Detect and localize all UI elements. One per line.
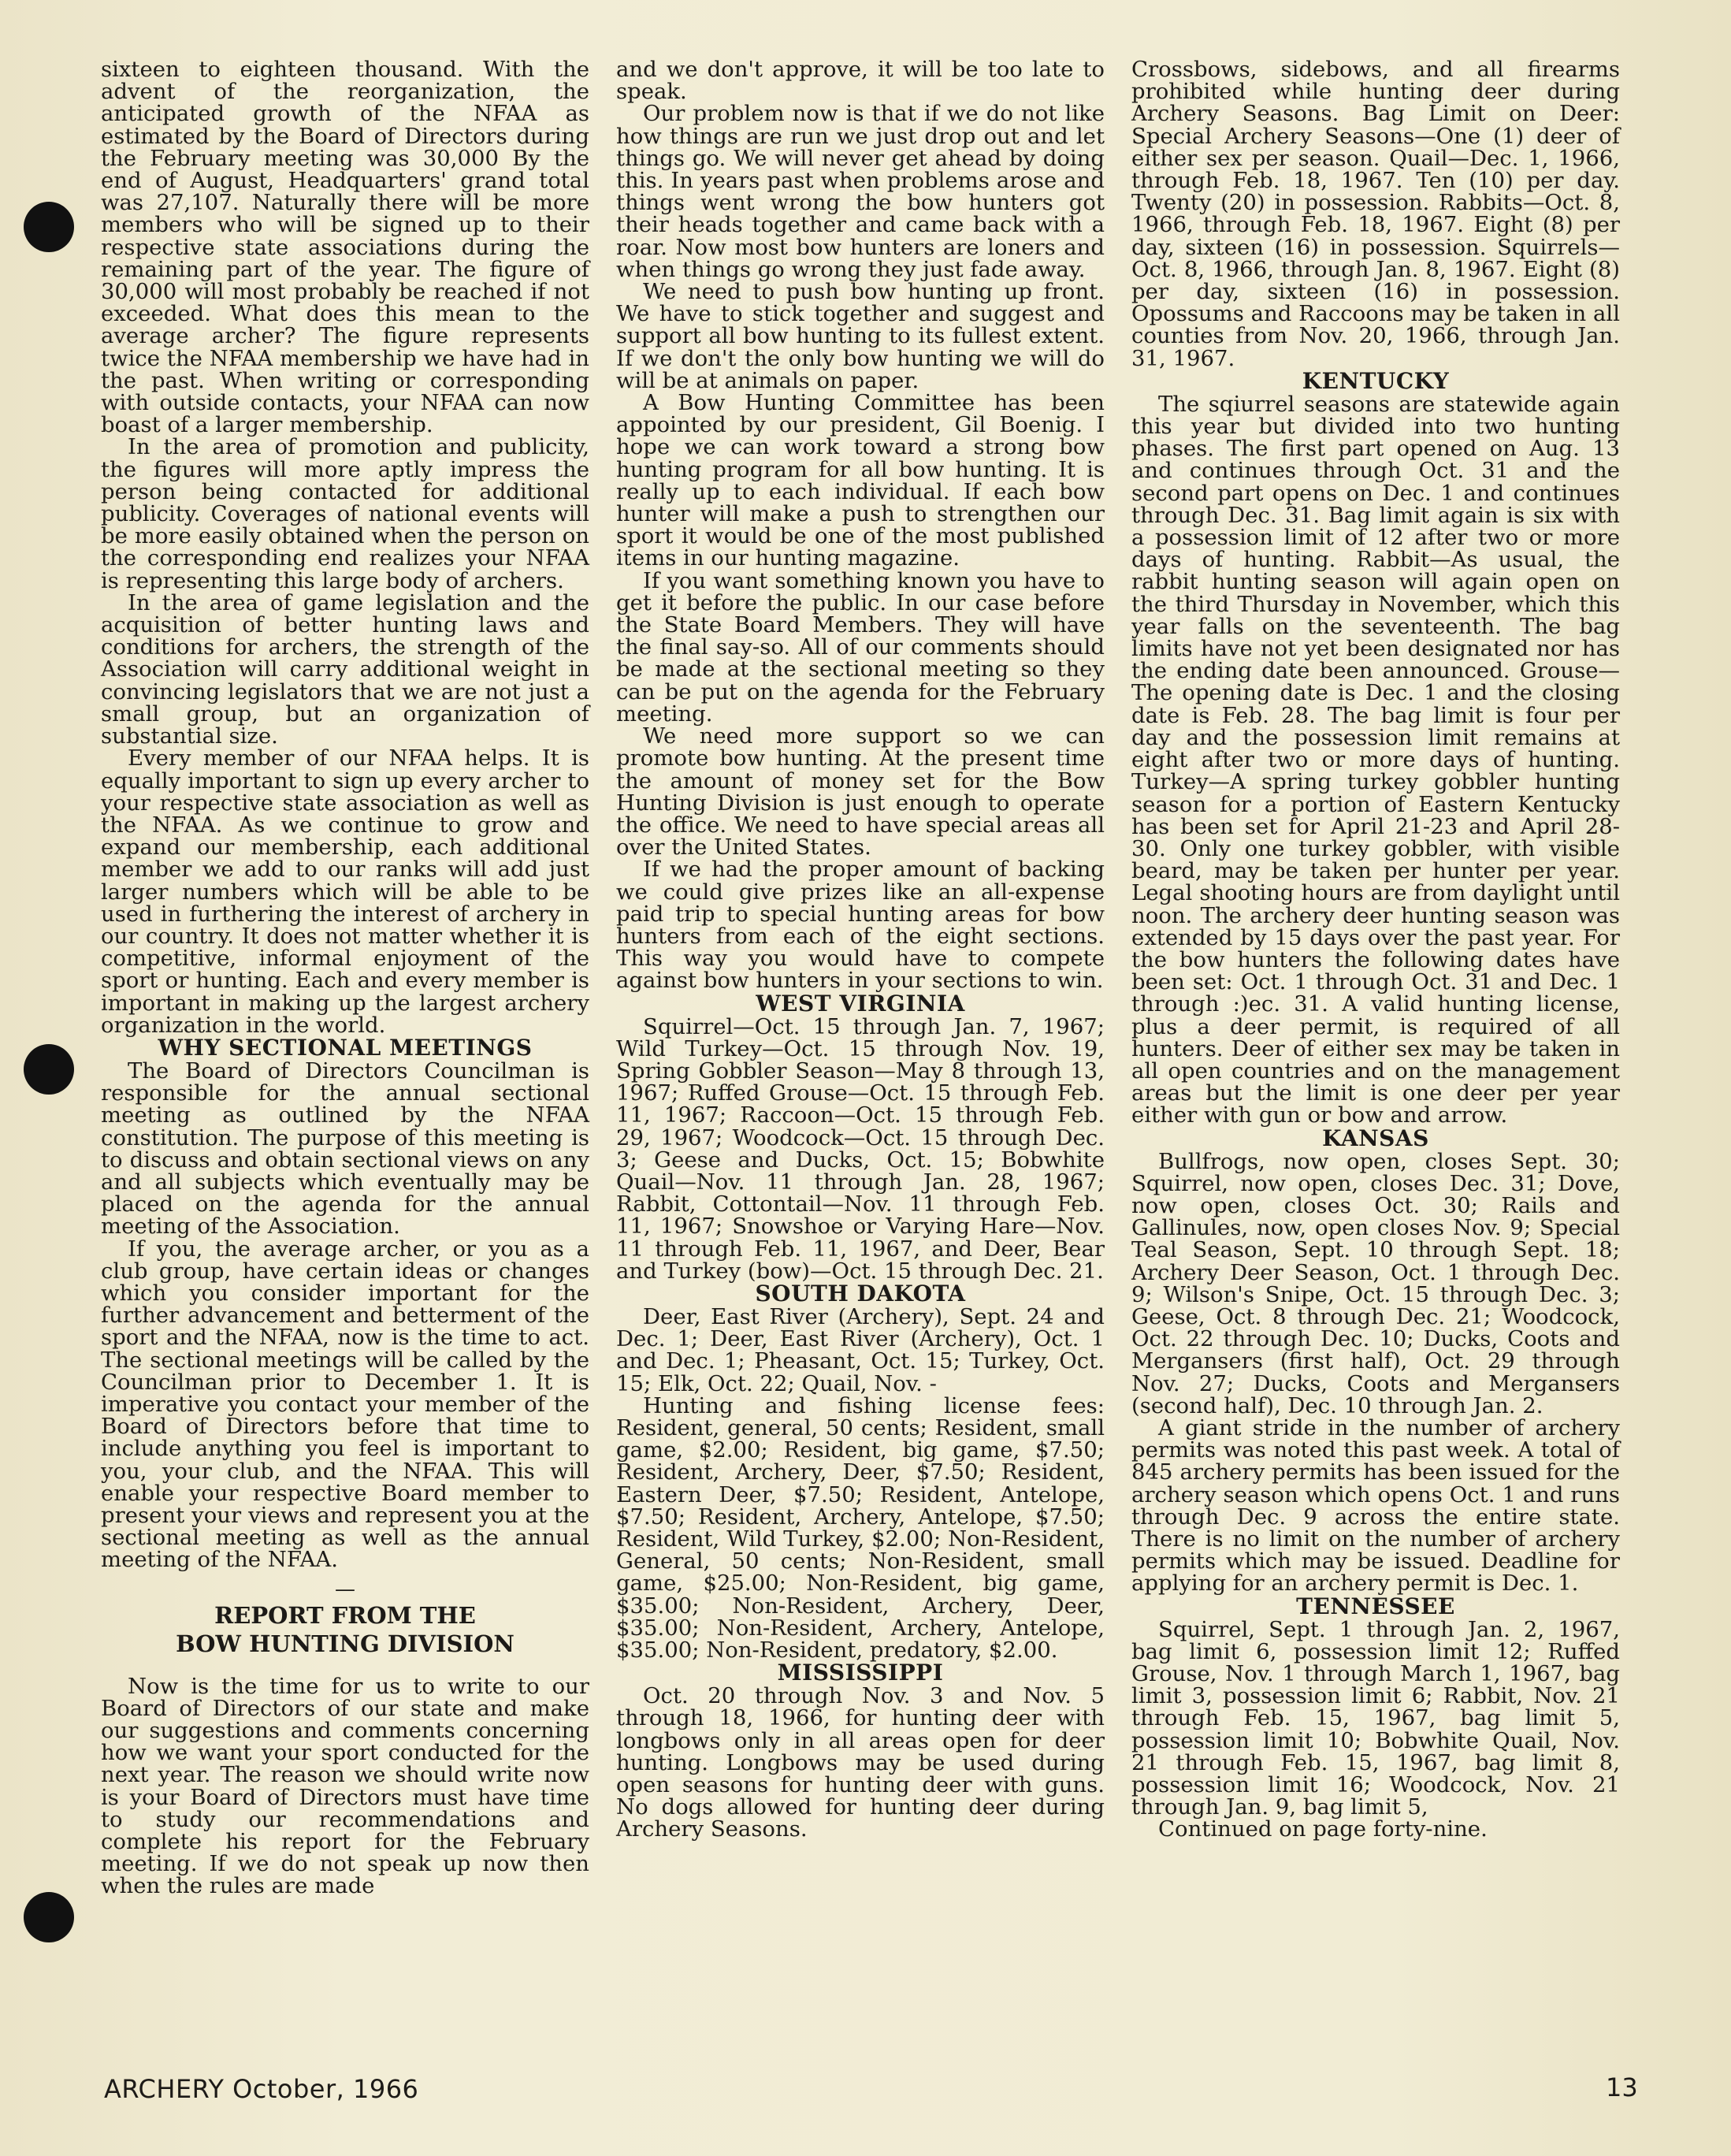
article-title-line-2: BOW HUNTING DIVISION — [176, 1630, 514, 1657]
paragraph: In the area of game legislation and the acquisition of better hunting laws and conditions for archers, the strength of the Association will carry additional weight in convincing legislators that we are not just a small group, but an organization of substantial size. — [101, 589, 589, 749]
article-title-line-1: REPORT FROM THE — [214, 1601, 476, 1629]
binder-hole-middle — [24, 1044, 74, 1095]
paragraph: sixteen to eighteen thousand. With the advent of the reorganization, the anticipated growth of the NFAA as estimated by the Board of Directors during the February meeting was 30,000 By the end of August, Headquarters' grand total was 27,107. Naturally there will be more members who will be signed up to their respective state associations during the remaining part of the year. The figure of 30,000 will most probably be reached if not exceeded. What does this mean to the average archer? The figure represents twice the NFAA membership we have had in the past. When writing or corresponding with outside contacts, your NFAA can now boast of a larger membership. — [101, 57, 589, 438]
paragraph: Squirrel—Oct. 15 through Jan. 7, 1967; Wild Turkey—Oct. 15 through Nov. 19, Spring Gobbler Season—May 8 through 13, 1967; Ruffed Grouse—Oct. 15 through Feb. 11, 1967; Raccoon—Oct. 15 through Feb. 29, 1967; Woodcock—Oct. 15 through Dec. 3; Geese and Ducks, Oct. 15; Bobwhite Quail—Nov. 11 through Jan. 28, 1967; Rabbit, Cottontail—Nov. 11 through Feb. 11, 1967; Snowshoe or Varying Hare—Nov. 11 through Feb. 11, 1967, and Deer, Bear and Turkey (bow)—Oct. 15 through Dec. 21. — [616, 1013, 1105, 1284]
paragraph: and we don't approve, it will be too late to speak. — [616, 57, 1105, 105]
state-heading-mississippi: MISSISSIPPI — [777, 1660, 944, 1686]
state-heading-kansas: KANSAS — [1322, 1124, 1429, 1151]
footer-magazine-issue: ARCHERY October, 1966 — [104, 2074, 419, 2104]
paragraph: Deer, East River (Archery), Sept. 24 and Dec. 1; Deer, East River (Archery), Oct. 1 and Dec. 1; Pheasant, Oct. 15; Turkey, Oct. 15; Elk, Oct. 22; Quail, Nov. - — [616, 1303, 1105, 1396]
paragraph: Hunting and fishing license fees: Resident, general, 50 cents; Resident, small game, $2.00; Resident, big game, $7.50; Resident, Archery, Deer, $7.50; Resident, Eastern Deer, $7.50; Resident, Antelope, $7.50; Resident, Archery, Antelope, $7.50; Resident, Wild Turkey, $2.00; Non-Resident, General, 50 cents; Non-Resident, small game, $25.00; Non-Resident, big game, $35.00; Non-Resident, Archery, Deer, $35.00; Non-Resident, Archery, Antelope, $35.00; Non-Resident, predatory, $2.00. — [616, 1392, 1105, 1663]
paragraph: A giant stride in the number of archery permits was noted this past week. A total of 845 archery permits has been issued for the archery season which opens Oct. 1 and runs through Dec. 9 across the entire state. There is no limit on the number of archery permits which may be issued. Deadline for applying for an archery permit is Dec. 1. — [1131, 1414, 1620, 1597]
paragraph: Now is the time for us to write to our Board of Directors of our state and make our suggestions and comments concerning how we want your sport conducted for the next year. The reason we should write now is your Board of Directors must have time to study our recommendations and complete his report for the February meeting. If we do not speak up now then when the rules are made — [101, 1673, 589, 1899]
state-heading-tennessee: TENNESSEE — [1296, 1593, 1455, 1619]
paragraph: The sqiurrel seasons are statewide again this year but divided into two hunting phases. The first part opened on Aug. 13 and continues through Oct. 31 and the second part opens on Dec. 1 and continues through Dec. 31. Bag limit again is six with a possession limit of 12 after two or more days of hunting. Rabbit—As usual, the rabbit hunting season will again open on the third Thursday in November, which this year falls on the seventeenth. The bag limits have not yet been designated nor has the ending date been announced. Grouse—The opening date is Dec. 1 and the closing date is Feb. 28. The bag limit is four per day and the possession limit remains at eight after two or more days of hunting. Turkey—A spring turkey gobbler hunting season for a portion of Eastern Kentucky has been set for April 21-23 and April 28-30. Only one turkey gobbler, with visible beard, may be taken per hunter per year. Legal shooting hours are from daylight until noon. The archery deer hunting season was extended by 15 days over the past year. For the bow hunters the following dates have been set: Oct. 1 through Oct. 31 and Dec. 1 through :)ec. 31. A valid hunting license, plus a deer permit, is required of all hunters. Deer of either sex may be taken in all open countries and on the management areas but the limit is one deer per year either with gun or bow and arrow. — [1131, 391, 1620, 1128]
paragraph: Bullfrogs, now open, closes Sept. 30; Squirrel, now open, closes Dec. 31; Dove, now open, closes Oct. 30; Rails and Gallinules, now, open closes Nov. 9; Special Teal Season, Sept. 10 through Sept. 18; Archery Deer Season, Oct. 1 through Dec. 9; Wilson's Snipe, Oct. 15 through Dec. 3; Geese, Oct. 8 through Dec. 21; Woodcock, Oct. 22 through Dec. 10; Ducks, Coots and Mergansers (first half), Oct. 29 through Nov. 27; Ducks, Coots and Mergansers (second half), Dec. 10 through Jan. 2. — [1131, 1148, 1620, 1418]
text-column-3 — [1131, 58, 1620, 1841]
paragraph: If we had the proper amount of backing we could give prizes like an all-expense paid trip to special hunting areas for bow hunters from each of the eight sections. This way you would have to compete against bow hunters in your sections to win. — [616, 857, 1105, 994]
state-heading-kentucky: KENTUCKY — [1302, 367, 1450, 394]
state-heading-south-dakota: SOUTH DAKOTA — [755, 1280, 966, 1307]
paragraph: A Bow Hunting Committee has been appointed by our president, Gil Boenig. I hope we can work toward a strong bow hunting program for all bow hunting. It is really up to each individual. If each bow hunter will make a push to strengthen our sport it would be one of the most published items in our hunting magazine. — [616, 390, 1105, 571]
paragraph: Every member of our NFAA helps. It is equally important to sign up every archer to your respective state association as well as the NFAA. As we continue to grow and expand our membership, each additional member we add to our ranks will add just larger numbers which will be able to be used in furthering the interest of archery in our country. It does not matter whether it is competitive, informal enjoyment of the sport or hunting. Each and every member is important in making up the largest archery organization in the world. — [101, 745, 589, 1038]
paragraph: Our problem now is that if we do not like how things are run we just drop out and let things go. We will never get ahead by doing this. In years past when problems arose and things went wrong the bow hunters got their heads together and came back with a roar. Now most bow hunters are loners and when things go wrong they just fade away. — [616, 101, 1105, 282]
paragraph: We need to push bow hunting up front. We have to stick together and suggest and support all bow hunting to its fullest extent. If we don't the only bow hunting we will do will be at animals on paper. — [616, 279, 1105, 393]
paragraph: Crossbows, sidebows, and all firearms prohibited while hunting deer during Archery Seasons. Bag Limit on Deer: Special Archery Seasons—One (1) deer of either sex per season. Quail—Dec. 1, 1966, through Feb. 18, 1967. Ten (10) per day. Twenty (20) in possession. Rabbits—Oct. 8, 1966, through Feb. 18, 1967. Eight (8) per day, sixteen (16) in possession. Squirrels—Oct. 8, 1966, through Jan. 8, 1967. Eight (8) per day, sixteen (16) in possession. Opossums and Raccoons may be taken in all counties from Nov. 20, 1966, through Jan. 31, 1967. — [1131, 57, 1620, 371]
binder-hole-bottom — [24, 1892, 74, 1942]
paragraph: The Board of Directors Councilman is responsible for the annual sectional meeting as outlined by the NFAA constitution. The purpose of this meeting is to discuss and obtain sectional views on any and all subjects which eventually may be placed on the agenda for the annual meeting of the Association. — [101, 1058, 589, 1240]
text-column-1 — [101, 58, 589, 1898]
separator-dash: — — [335, 1577, 355, 1601]
paragraph: Oct. 20 through Nov. 3 and Nov. 5 through 18, 1966, for hunting deer with longbows only in all areas open for deer hunting. Longbows may be used during open seasons for hunting deer with guns. No dogs allowed for hunting deer during Archery Seasons. — [616, 1683, 1105, 1842]
paragraph: We need more support so we can promote bow hunting. At the present time the amount of money set for the Bow Hunting Division is just enough to operate the office. We need to have special areas all over the United States. — [616, 723, 1105, 861]
state-heading-west-virginia: WEST VIRGINIA — [756, 990, 965, 1017]
footer-page-number: 13 — [1606, 2072, 1638, 2102]
paragraph: If you want something known you have to get it before the public. In our case before the State Board Members. They will have the final say-so. All of our comments should be made at the sectional meeting so they can be put on the agenda for the February meeting. — [616, 567, 1105, 727]
continued-note: Continued on page forty-nine. — [1158, 1816, 1488, 1842]
paragraph: Squirrel, Sept. 1 through Jan. 2, 1967, bag limit 6, possession limit 12; Ruffed Grouse, Nov. 1 through March 1, 1967, bag limit 3, possession limit 6; Rabbit, Nov. 21 through Feb. 15, 1967, bag limit 5, possession limit 10; Bobwhite Quail, Nov. 21 through Feb. 15, 1967, bag limit 8, possession limit 16; Woodcock, Nov. 21 through Jan. 9, bag limit 5, — [1131, 1616, 1620, 1820]
binder-hole-top — [24, 202, 74, 252]
paragraph: If you, the average archer, or you as a club group, have certain ideas or changes which you consider important for the further advancement and betterment of the sport and the NFAA, now is the time to act. The sectional meetings will be called by the Councilman prior to December 1. It is imperative you contact your member of the Board of Directors before that time to include anything you feel is important to you, your club, and the NFAA. This will enable your respective Board member to present your views and represent you at the sectional meeting as well as the annual meeting of the NFAA. — [101, 1236, 589, 1573]
section-heading-sectional-meetings: WHY SECTIONAL MEETINGS — [158, 1034, 533, 1061]
text-column-2 — [616, 58, 1105, 1841]
paragraph: In the area of promotion and publicity, the figures will more aptly impress the person being contacted for additional publicity. Coverages of national events will be more easily obtained when the person on the corresponding end realizes your NFAA is representing this large body of archers. — [101, 434, 589, 593]
